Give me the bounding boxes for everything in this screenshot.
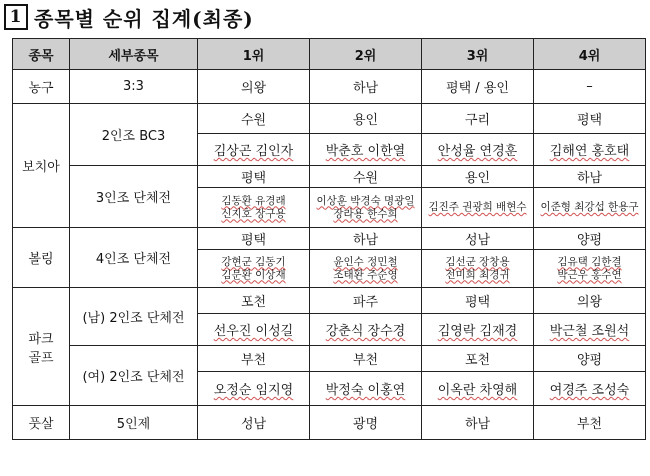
players-cell <box>422 134 534 166</box>
city-cell: 성남 <box>422 228 534 250</box>
player-names: 강현군 김동기 <box>221 255 286 268</box>
header-rank-2: 2위 <box>310 39 422 70</box>
player-names: 선우진 이성길 <box>213 324 294 339</box>
city-cell: 파주 <box>310 288 422 314</box>
rank-cell: 부천 <box>534 406 646 440</box>
players-cell <box>534 314 646 346</box>
city-cell: 수원 <box>198 104 310 134</box>
player-names: 신지호 장구용 <box>221 207 286 220</box>
header-event: 종목 <box>13 39 70 70</box>
sub-event-cell: (여) 2인조 단체전 <box>70 346 198 406</box>
players-cell <box>310 134 422 166</box>
players-cell <box>534 188 646 228</box>
header-rank-1: 1위 <box>198 39 310 70</box>
table-row <box>13 228 646 250</box>
sub-event-cell: 3:3 <box>70 70 198 104</box>
table-row <box>13 288 646 314</box>
player-names: 김상곤 김인자 <box>213 144 294 159</box>
rank-cell: 하남 <box>422 406 534 440</box>
player-names: 김문환 이상재 <box>221 268 286 281</box>
header-row <box>13 39 646 70</box>
sub-event-cell: 5인제 <box>70 406 198 440</box>
player-names: 김영락 김재경 <box>437 324 518 339</box>
rank-cell: – <box>534 70 646 104</box>
ranking-table <box>12 38 646 440</box>
player-names: 여경주 조성숙 <box>549 383 630 398</box>
player-names: 안성율 연경훈 <box>437 144 518 159</box>
city-cell: 양평 <box>534 346 646 372</box>
event-cell: 풋살 <box>13 406 70 440</box>
player-names: 김해연 홍호태 <box>549 144 630 159</box>
players-cell <box>198 250 310 288</box>
players-cell <box>198 134 310 166</box>
players-cell <box>422 314 534 346</box>
event-cell: 볼링 <box>13 228 70 288</box>
players-cell <box>534 372 646 406</box>
players-cell <box>310 372 422 406</box>
player-names: 전미희 최경귀 <box>445 268 510 281</box>
rank-cell: 평택 / 용인 <box>422 70 534 104</box>
event-line: 골프 <box>28 350 54 366</box>
city-cell: 용인 <box>422 166 534 188</box>
rank-cell: 성남 <box>198 406 310 440</box>
player-names: 박정숙 이홍연 <box>325 383 406 398</box>
city-cell: 포천 <box>422 346 534 372</box>
players-cell <box>310 188 422 228</box>
header-sub: 세부종목 <box>70 39 198 70</box>
player-names: 박근우 홍수연 <box>557 268 622 281</box>
player-names: 김선군 장창용 <box>445 255 510 268</box>
event-cell: 농구 <box>13 70 70 104</box>
event-line: 파크 <box>28 331 54 347</box>
sub-event-cell: 2인조 BC3 <box>70 104 198 166</box>
table-row <box>13 346 646 372</box>
section-number: 1 <box>4 4 28 30</box>
player-names: 박춘호 이한열 <box>325 144 406 159</box>
city-cell: 수원 <box>310 166 422 188</box>
player-names: 김진주 권광희 배현수 <box>428 201 527 213</box>
city-cell: 평택 <box>422 288 534 314</box>
table-row <box>13 70 646 104</box>
sub-event-cell: (남) 2인조 단체전 <box>70 288 198 346</box>
player-names: 오정순 임지영 <box>213 383 294 398</box>
players-cell <box>422 250 534 288</box>
title-text: 종목별 순위 집계(최종) <box>34 6 254 31</box>
city-cell: 용인 <box>310 104 422 134</box>
rank-cell: 광명 <box>310 406 422 440</box>
table-row <box>13 166 646 188</box>
players-cell <box>422 372 534 406</box>
table-row <box>13 406 646 440</box>
event-cell: 보치아 <box>13 104 70 228</box>
players-cell <box>198 314 310 346</box>
city-cell: 부천 <box>310 346 422 372</box>
player-names: 이옥란 차영해 <box>437 383 518 398</box>
players-cell <box>198 372 310 406</box>
players-cell <box>310 250 422 288</box>
player-names: 김유택 김한결 <box>557 255 622 268</box>
player-names: 윤인수 정민철 <box>333 255 398 268</box>
sub-event-cell: 4인조 단체전 <box>70 228 198 288</box>
city-cell: 포천 <box>198 288 310 314</box>
rank-cell: 의왕 <box>198 70 310 104</box>
city-cell: 의왕 <box>534 288 646 314</box>
header-rank-4: 4위 <box>534 39 646 70</box>
city-cell: 평택 <box>534 104 646 134</box>
event-cell <box>13 288 70 406</box>
players-cell <box>422 188 534 228</box>
city-cell: 평택 <box>198 228 310 250</box>
city-cell: 평택 <box>198 166 310 188</box>
city-cell: 양평 <box>534 228 646 250</box>
player-names: 이준형 최강섭 한용구 <box>540 201 639 213</box>
city-cell: 구리 <box>422 104 534 134</box>
city-cell: 하남 <box>310 228 422 250</box>
player-names: 장라용 한수희 <box>333 207 398 220</box>
player-names: 이상훈 박경숙 명광일 <box>316 194 415 207</box>
players-cell <box>534 250 646 288</box>
players-cell <box>310 314 422 346</box>
player-names: 강춘식 장수경 <box>325 324 406 339</box>
header-rank-3: 3위 <box>422 39 534 70</box>
sub-event-cell: 3인조 단체전 <box>70 166 198 228</box>
player-names: 박근철 조원석 <box>549 324 630 339</box>
city-cell: 하남 <box>534 166 646 188</box>
table-row <box>13 104 646 134</box>
page-title <box>4 2 254 32</box>
player-names: 김동환 유경래 <box>221 194 286 207</box>
city-cell: 부천 <box>198 346 310 372</box>
players-cell <box>198 188 310 228</box>
player-names: 조태환 주순영 <box>333 268 398 281</box>
rank-cell: 하남 <box>310 70 422 104</box>
players-cell <box>534 134 646 166</box>
